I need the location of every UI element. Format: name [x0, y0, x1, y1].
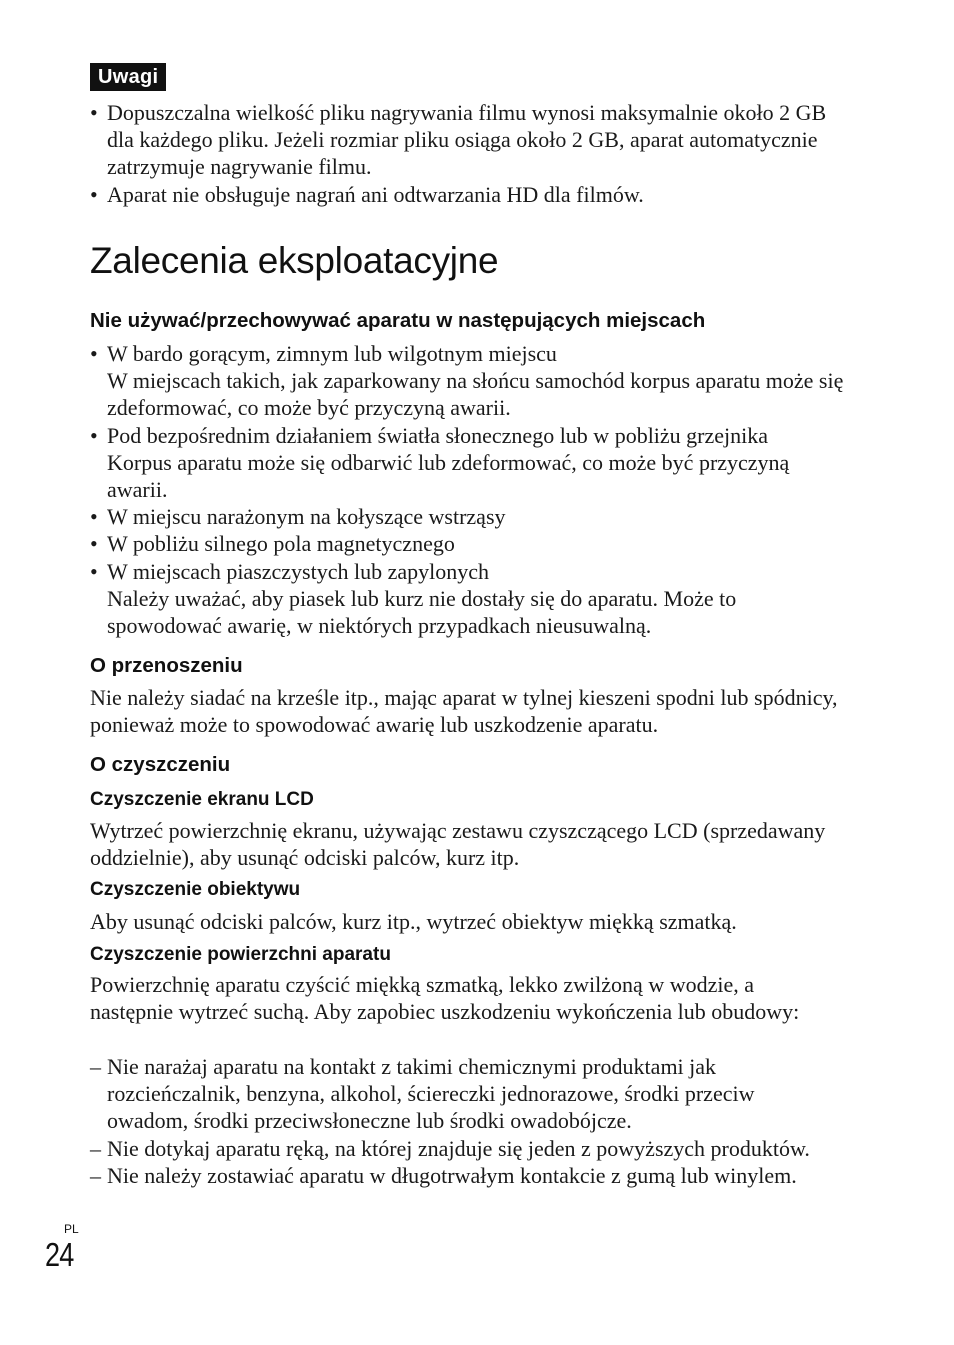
- page-title: Zalecenia eksploatacyjne: [90, 240, 499, 281]
- notes-item: • Aparat nie obsługuje nagrań ani odtwarzania HD dla filmów.: [90, 181, 850, 208]
- list-item: [90, 422, 850, 504]
- list-item: [90, 530, 850, 557]
- language-code: PL: [64, 1222, 79, 1236]
- page-number: 24: [45, 1236, 74, 1273]
- list-item: – Nie dotykaj aparatu ręką, na której znajduje się jeden z powyższych produktów.: [90, 1135, 825, 1162]
- section-heading-cleaning: O czyszczeniu: [90, 753, 231, 776]
- subheading-lcd: Czyszczenie ekranu LCD: [90, 789, 314, 810]
- list-item-main: • W miejscach piaszczystych lub zapylonych: [107, 558, 490, 584]
- list-item: – Nie narażaj aparatu na kontakt z takimi chemicznymi produktami jak rozcieńczalnik, benzyna, alkohol, ściereczki jednorazowe, środki przeciw owadom, środki przeciwsłoneczne lub środki owadobójcze.: [90, 1053, 825, 1135]
- subheading-lens: Czyszczenie obiektywu: [90, 879, 301, 900]
- list-item-main: • W miejscu narażonym na kołyszące wstrząsy: [107, 504, 506, 530]
- surface-text: Powierzchnię aparatu czyścić miękką szmatką, lekko zwilżoną w wodzie, a następnie wytrzeć suchą. Aby zapobiec uszkodzeniu wykończenia lub obudowy:: [90, 972, 800, 1025]
- notes-list: [90, 99, 850, 208]
- list-item-main: • Pod bezpośrednim działaniem światła słonecznego lub w pobliżu grzejnika: [107, 422, 769, 448]
- list-item: [90, 558, 850, 640]
- places-list: [90, 340, 850, 639]
- list-item: – Nie należy zostawiać aparatu w długotrwałym kontakcie z gumą lub winylem.: [90, 1162, 825, 1189]
- lcd-text: Wytrzeć powierzchnię ekranu, używając zestawu czyszczącego LCD (sprzedawany oddzielnie), aby usunąć odciski palców, kurz itp.: [90, 818, 826, 871]
- lens-text: Aby usunąć odciski palców, kurz itp., wytrzeć obiektyw miękką szmatką.: [90, 909, 737, 934]
- notes-badge: Uwagi: [90, 63, 166, 91]
- list-item: [90, 503, 850, 530]
- section-heading-places: Nie używać/przechowywać aparatu w następujących miejscach: [90, 309, 706, 332]
- list-item-main: • W bardo gorącym, zimnym lub wilgotnym miejscu: [107, 341, 557, 366]
- list-item-main: • W pobliżu silnego pola magnetycznego: [107, 531, 455, 557]
- subheading-surface: Czyszczenie powierzchni aparatu: [90, 944, 391, 965]
- section-heading-carrying: O przenoszeniu: [90, 654, 243, 677]
- list-item-detail: Korpus aparatu może się odbarwić lub zdeformować, co może być przyczyną awarii.: [107, 449, 790, 503]
- notes-item: • Dopuszczalna wielkość pliku nagrywania filmu wynosi maksymalnie około 2 GB dla każdego pliku. Jeżeli rozmiar pliku osiąga około 2 GB, aparat automatycznie zatrzymuje nagrywanie filmu.: [90, 99, 850, 181]
- list-item: [90, 340, 850, 422]
- list-item-detail: Należy uważać, aby piasek lub kurz nie dostały się do aparatu. Może to spowodować awarię, w niektórych przypadkach nieusuwalną.: [107, 585, 737, 639]
- list-item-detail: W miejscach takich, jak zaparkowany na słońcu samochód korpus aparatu może się zdeformować, co może być przyczyną awarii.: [107, 368, 844, 421]
- surface-dash-list: [90, 1053, 825, 1189]
- carrying-text: Nie należy siadać na krześle itp., mając aparat w tylnej kieszeni spodni lub spódnicy, ponieważ może to spowodować awarię lub uszkodzenie aparatu.: [90, 685, 838, 738]
